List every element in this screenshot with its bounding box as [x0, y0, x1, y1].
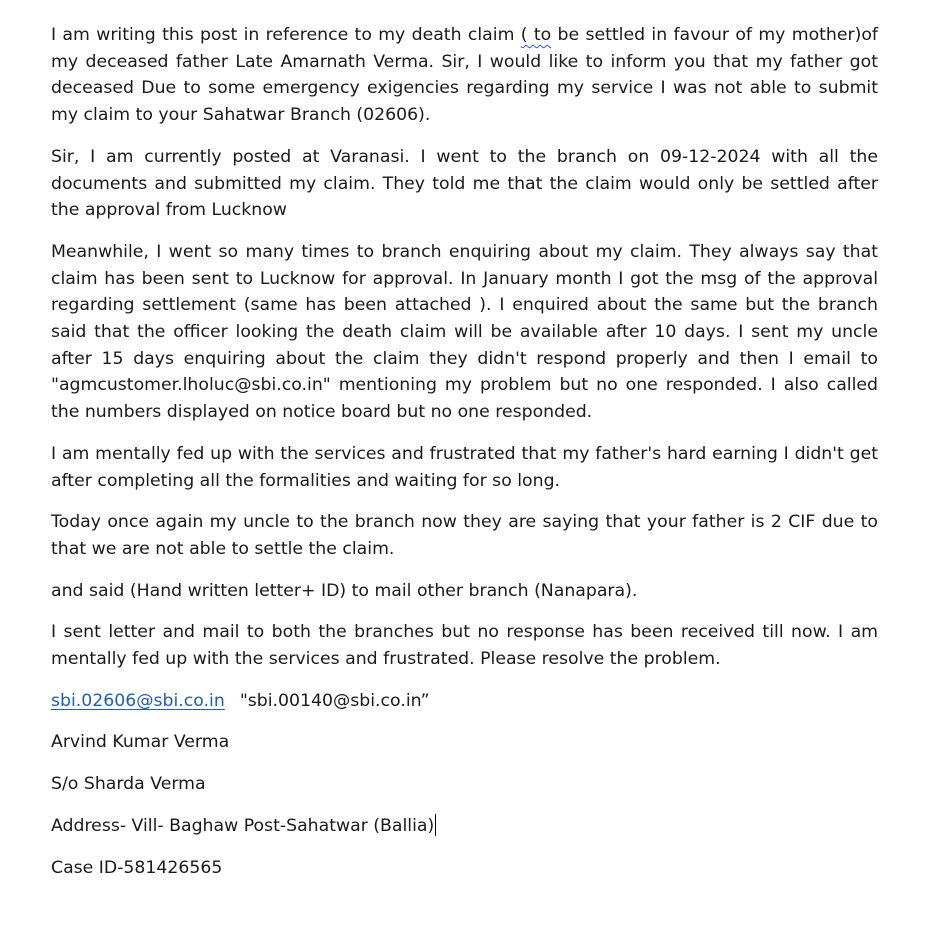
paragraph-intro	[51, 22, 878, 129]
signature-address-line	[51, 813, 878, 840]
document-body[interactable]	[51, 22, 878, 896]
intro-text-start: I am writing this post in reference to my death claim	[51, 25, 521, 45]
case-id: Case ID-581426565	[51, 857, 223, 878]
email-line	[51, 688, 878, 715]
intro-text-end: be settled in favour of my mother)of my deceased father Late Amarnath Verma. Sir, I would like to inform you that my father got deceased Due to some emergency exigencies regarding my service I was not able to submit my claim to your Sahatwar Branch (02606).	[51, 25, 879, 126]
paragraph-request: I sent letter and mail to both the branches but no response has been received till now. I am mentally fed up with the services and frustrated. Please resolve the problem.	[51, 622, 878, 670]
paragraph-cif-issue: Today once again my uncle to the branch now they are saying that your father is 2 CIF due to that we are not able to settle the claim.	[51, 512, 878, 559]
paragraph-nanapara: and said (Hand written letter+ ID) to mail other branch (Nanapara).	[51, 580, 638, 601]
paragraph-submission: Sir, I am currently posted at Varanasi. I went to the branch on 09-12-2024 with all the documents and submitted my claim. They told me that the claim would only be settled after the approval from Lucknow	[51, 146, 878, 221]
text-cursor	[435, 814, 436, 836]
email-link[interactable]: sbi.02606@sbi.co.in	[51, 690, 225, 711]
email-other: "sbi.00140@sbi.co.in”	[239, 690, 430, 711]
signature-name: Arvind Kumar Verma	[51, 732, 230, 753]
signature-parent: S/o Sharda Verma	[51, 774, 206, 795]
paragraph-followup: Meanwhile, I went so many times to branch enquiring about my claim. They always say that claim has been sent to Lucknow for approval. In January month I got the msg of the approval regarding settlement (same has been attached ). I enquired about the same but the branch said that the officer looking the death claim will be available after 10 days. I sent my uncle after 15 days enquiring about the claim they didn't respond properly and then I email to "agmcustomer.lholuc@sbi.co.in" mentioning my problem but no one responded. I also called the numbers displayed on notice board but no one responded.	[51, 241, 878, 423]
signature-address: Address- Vill- Baghaw Post-Sahatwar (Ballia)	[51, 815, 435, 836]
spellcheck-flagged-text[interactable]: ( to	[520, 25, 552, 45]
paragraph-frustration: I am mentally fed up with the services and frustrated that my father's hard earning I didn't get after completing all the formalities and waiting for so long.	[51, 443, 878, 491]
